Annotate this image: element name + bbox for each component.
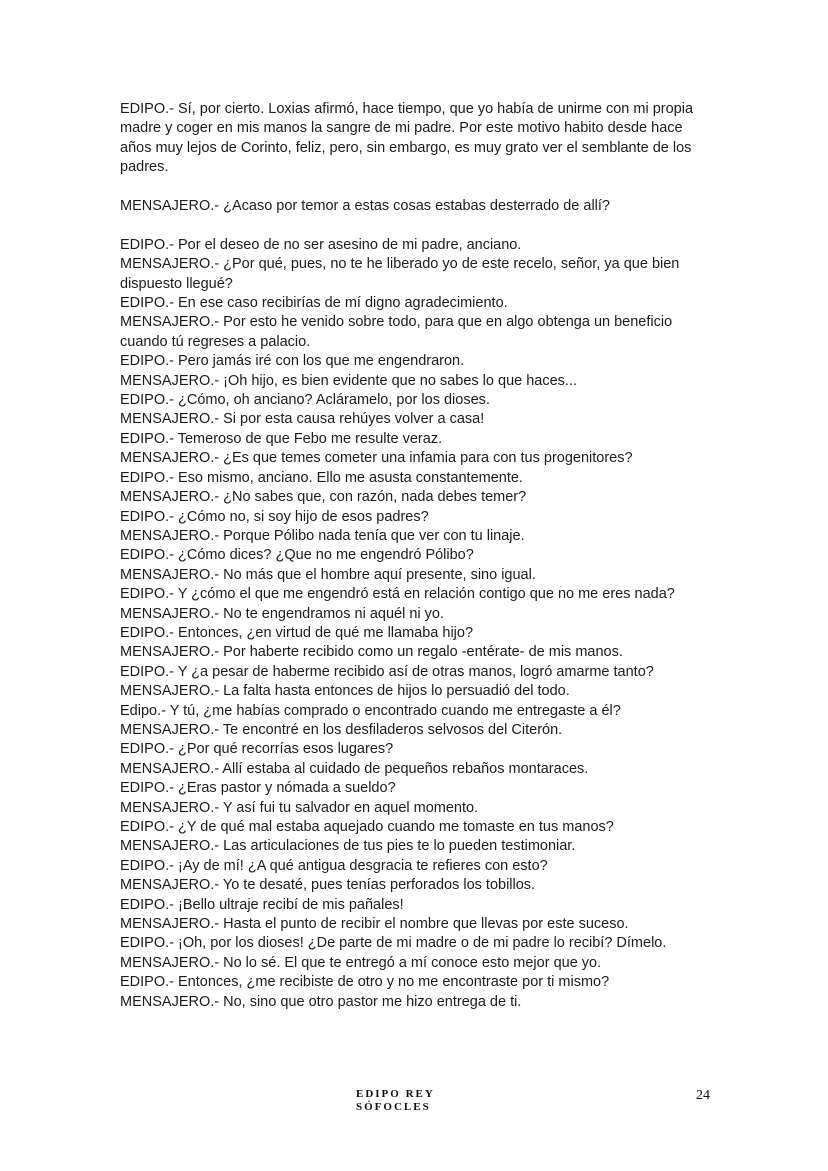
dialogue-paragraph: MENSAJERO.- No te engendramos ni aquél ni yo. xyxy=(120,605,444,622)
dialogue-paragraph: MENSAJERO.- No lo sé. El que te entregó a mí conoce esto mejor que yo. xyxy=(120,954,602,971)
dialogue-paragraph: EDIPO.- ¡Ay de mí! ¿A qué antigua desgracia te refieres con esto? xyxy=(120,857,548,874)
dialogue-paragraph: EDIPO.- Entonces, ¿en virtud de qué me llamaba hijo? xyxy=(120,624,474,641)
dialogue-paragraph: MENSAJERO.- No, sino que otro pastor me hizo entrega de ti. xyxy=(120,993,522,1010)
dialogue-paragraph: MENSAJERO.- Por haberte recibido como un regalo -entérate- de mis manos. xyxy=(120,644,623,661)
dialogue-paragraph: EDIPO.- Y ¿a pesar de haberme recibido así de otras manos, logró amarme tanto? xyxy=(120,663,654,680)
dialogue-paragraph: MENSAJERO.- ¿No sabes que, con razón, nada debes temer? xyxy=(120,489,527,506)
dialogue-paragraph: Edipo.- Y tú, ¿me habías comprado o encontrado cuando me entregaste a él? xyxy=(120,702,621,719)
dialogue-paragraph: EDIPO.- ¿Cómo no, si soy hijo de esos padres? xyxy=(120,508,429,525)
dialogue-paragraph: EDIPO.- ¿Cómo, oh anciano? Acláramelo, por los dioses. xyxy=(120,392,490,409)
dialogue-text xyxy=(120,100,712,1012)
dialogue-paragraph: EDIPO.- Y ¿cómo el que me engendró está en relación contigo que no me eres nada? xyxy=(120,586,675,603)
dialogue-paragraph: EDIPO.- ¡Oh, por los dioses! ¿De parte de mi madre o de mi padre lo recibí? Dímelo. xyxy=(120,935,667,952)
dialogue-paragraph: MENSAJERO.- Hasta el punto de recibir el nombre que llevas por este suceso. xyxy=(120,916,629,933)
page-footer xyxy=(0,1088,828,1128)
dialogue-paragraph: MENSAJERO.- ¿Acaso por temor a estas cosas estabas desterrado de allí? xyxy=(120,198,610,215)
dialogue-paragraph: EDIPO.- ¿Cómo dices? ¿Que no me engendró Pólibo? xyxy=(120,547,474,564)
dialogue-paragraph: MENSAJERO.- Las articulaciones de tus pies te lo pueden testimoniar. xyxy=(120,838,576,855)
dialogue-paragraph: EDIPO.- En ese caso recibirías de mí digno agradecimiento. xyxy=(120,295,508,312)
dialogue-paragraph: MENSAJERO.- Y así fui tu salvador en aquel momento. xyxy=(120,799,479,816)
dialogue-paragraph: MENSAJERO.- No más que el hombre aquí presente, sino igual. xyxy=(120,566,536,583)
dialogue-paragraph: MENSAJERO.- Te encontré en los desfiladeros selvosos del Citerón. xyxy=(120,721,563,738)
dialogue-paragraph: EDIPO.- ¿Por qué recorrías esos lugares? xyxy=(120,741,394,758)
dialogue-paragraph: MENSAJERO.- La falta hasta entonces de hijos lo persuadió del todo. xyxy=(120,683,570,700)
dialogue-paragraph: EDIPO.- Sí, por cierto. Loxias afirmó, hace tiempo, que yo había de unirme con mi propia madre y coger en mis manos la sangre de mi padre. Por este motivo habito desde hace años muy lejos de Corinto, feliz, pero, sin embargo, es muy grato ver el semblante de los padres. xyxy=(120,101,694,176)
dialogue-paragraph: MENSAJERO.- Allí estaba al cuidado de pequeños rebaños montaraces. xyxy=(120,760,589,777)
page-number: 24 xyxy=(696,1088,710,1103)
dialogue-paragraph: MENSAJERO.- ¿Por qué, pues, no te he liberado yo de este recelo, señor, ya que bien dispuesto llegué? xyxy=(120,256,680,292)
dialogue-paragraph: MENSAJERO.- ¿Es que temes cometer una infamia para con tus progenitores? xyxy=(120,450,633,467)
dialogue-paragraph: MENSAJERO.- Porque Pólibo nada tenía que ver con tu linaje. xyxy=(120,527,525,544)
dialogue-paragraph: EDIPO.- ¿Y de qué mal estaba aquejado cuando me tomaste en tus manos? xyxy=(120,819,614,835)
book-title-author: SÓFOCLES xyxy=(356,1101,431,1113)
dialogue-paragraph: EDIPO.- Pero jamás iré con los que me engendraron. xyxy=(120,353,465,370)
dialogue-paragraph: MENSAJERO.- Por esto he venido sobre todo, para que en algo obtenga un beneficio cuando tú regreses a palacio. xyxy=(120,314,673,350)
dialogue-paragraph: MENSAJERO.- ¡Oh hijo, es bien evidente que no sabes lo que haces... xyxy=(120,372,577,389)
dialogue-paragraph: EDIPO.- ¡Bello ultraje recibí de mis pañales! xyxy=(120,896,404,913)
dialogue-paragraph: EDIPO.- ¿Eras pastor y nómada a sueldo? xyxy=(120,780,396,797)
dialogue-paragraph: EDIPO.- Eso mismo, anciano. Ello me asusta constantemente. xyxy=(120,469,523,486)
dialogue-paragraph: MENSAJERO.- Si por esta causa rehúyes volver a casa! xyxy=(120,411,485,428)
dialogue-paragraph: MENSAJERO.- Yo te desaté, pues tenías perforados los tobillos. xyxy=(120,877,536,894)
dialogue-paragraph: EDIPO.- Entonces, ¿me recibiste de otro y no me encontraste por ti mismo? xyxy=(120,974,610,991)
book-title-work: EDIPO REY xyxy=(356,1088,435,1100)
dialogue-paragraph: EDIPO.- Por el deseo de no ser asesino de mi padre, anciano. xyxy=(120,236,522,253)
dialogue-paragraph: EDIPO.- Temeroso de que Febo me resulte veraz. xyxy=(120,430,443,447)
book-title xyxy=(356,1088,435,1114)
